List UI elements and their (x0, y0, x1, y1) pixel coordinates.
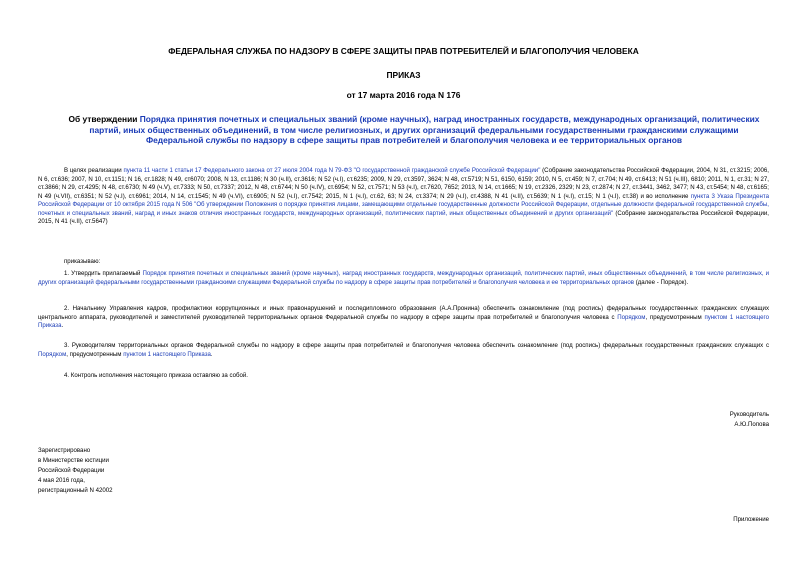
item-3-paragraph (38, 342, 769, 359)
agency-title: ФЕДЕРАЛЬНАЯ СЛУЖБА ПО НАДЗОРУ В СФЕРЕ ЗАЩИТЫ ПРАВ ПОТРЕБИТЕЛЕЙ И БЛАГОПОЛУЧИЯ ЧЕЛОВЕКА (168, 46, 639, 56)
preamble-paragraph (38, 167, 769, 227)
preamble-text-3: (Собрание законодательства Российской Федерации, 2015, N 41 (ч.II), ст.5647) (38, 209, 770, 226)
preamble-text-2: (Собрание законодательства Российской Федерации, 2004, N 31, ст.3215; 2006, N 6, ст.636; 2007, N 10, ст.1151; N 16, ст.1828; N 49, ст6070; 2008, N 13, ст.1186; N 30 (ч.II), ст.3616; N 52 (ч.I), ст.6235; 2009, N 29, ст.3597, 3624; N 48, ст.5719; N 51, 6150, 6159; 2010, N 5, ст.459; N 7, ст.704; N 49, ст.6413; N 51 (ч.III), 6810; 2011, N 1, ст.31; N 27, ст.3866; N 29, ст.4295; N 48, ст.6730; N 49 (ч.V), ст.7333; N 50, ст.7337; 2012, N 48, ст.6744; N 50 (ч.IV), ст.6954; N 52, ст.7571; N 53 (ч.I), ст.7620, 7652; 2013, N 14, ст.1665; N 19, ст.2326, 2329; N 23, ст.2874; N 27, ст.3441, 3462, 3477; N 43, ст.5454; N 48, ст.6165; N 49 (ч.VII), ст.6351; N 52 (ч.I), ст.6961; 2014, N 14, ст.1545; N 49 (ч.VI), ст.6905; N 52 (ч.I), ст.7542; 2015, N 1 (ч.I), ст.62, 63; N 24, ст.3374; N 29 (ч.I), ст.4388, N 41 (ч.II), ст.5639; N 1 (ч.I), ст.15; N 1 (ч.I), ст.38) и во исполнение (38, 167, 769, 200)
registration-line-3: Российской Федерации (38, 467, 105, 474)
item-1-text-1: 1. Утвердить прилагаемый (64, 270, 143, 277)
registration-block (38, 446, 113, 496)
item-2-text-3: . (61, 322, 64, 330)
signature-name: А.Ю.Попова (734, 421, 769, 428)
item-2-clause-link[interactable]: пунктом 1 настоящего Приказа (38, 313, 769, 330)
item-3-text-2: , предусмотренным (66, 350, 124, 358)
subject-prefix: Об утверждении (68, 114, 140, 124)
federal-law-link[interactable]: пункта 11 части 1 статьи 17 Федерального закона от 27 июля 2004 года N 79-ФЗ "О государственной гражданской службе Российской Федерации" (123, 167, 541, 174)
item-2-text-2: , предусмотренным (645, 313, 705, 321)
registration-line-4: 4 мая 2016 года, (38, 477, 85, 484)
item-2-paragraph (38, 305, 769, 331)
signature-block (730, 410, 769, 430)
order-word: приказываю: (64, 258, 101, 265)
appendix-label: Приложение (733, 516, 769, 523)
presidential-decree-link[interactable]: пункта 3 Указа Президента Российской Федерации от 10 октября 2015 года N 506 "Об утверждении Положения о порядке принятия лицами, замещающими отдельные государственные должности Российской Федерации, отдельные должности федеральной государственной службы, почетных и специальных званий, наград и иных знаков отличия иностранных государств, международных организаций, политических партий, иных общественных объединений и других организаций" (38, 192, 769, 217)
doc-date: от 17 марта 2016 года N 176 (346, 90, 461, 100)
doc-type-heading: ПРИКАЗ (386, 70, 421, 80)
signature-role: Руководитель (729, 411, 769, 418)
item-3-text-3: . (210, 350, 213, 358)
item-1-paragraph (38, 270, 769, 287)
item-1-text-2: (далее - Порядок). (634, 278, 689, 286)
item-3-procedure-link[interactable]: Порядком (38, 350, 67, 358)
item-3-clause-link[interactable]: пунктом 1 настоящего Приказа (123, 350, 211, 358)
registration-line-5: регистрационный N 42002 (38, 487, 113, 494)
doc-subject (60, 114, 768, 146)
item-2-procedure-link[interactable]: Порядком (617, 313, 646, 321)
preamble-text-1: В целях реализации (64, 167, 124, 174)
item-3-text-1: 3. Руководителям территориальных органов Федеральной службы по надзору в сфере защиты прав потребителей и благополучия человека обеспечить ознакомление (под роспись) федеральных государственных гражданских служащих с (64, 342, 769, 349)
item-4-paragraph: 4. Контроль исполнения настоящего приказа оставляю за собой. (64, 372, 248, 379)
procedure-link[interactable]: Порядок принятия почетных и специальных званий (кроме научных), наград иностранных государств, международных организаций, политических партий, иных общественных объединений, в том числе религиозных, и других организаций федеральными государственными гражданскими служащими Федеральной службы по надзору в сфере защиты прав потребителей и благополучия человека и ее территориальных органов (38, 270, 769, 286)
item-2-text-1: 2. Начальнику Управления кадров, профилактики коррупционных и иных правонарушений и последипломного образования (А.А.Пронина) обеспечить ознакомление (под роспись) федеральных государственных гражданских служащих центрального аппарата, руководителей и заместителей руководителей территориальных органов Федеральной службы по надзору в сфере защиты прав потребителей и благополучия человека с (38, 305, 769, 321)
registration-line-2: в Министерстве юстиции (38, 457, 109, 464)
subject-procedure-link[interactable]: Порядка принятия почетных и специальных званий (кроме научных), наград иностранных государств, международных организаций, политических партий, иных общественных объединений, в том числе религиозных, и других организаций федеральными государственными гражданскими служащими Федеральной службы по надзору в сфере защиты прав потребителей и благополучия человека и ее территориальных органов (89, 114, 760, 146)
registration-line-1: Зарегистрировано (38, 447, 91, 454)
